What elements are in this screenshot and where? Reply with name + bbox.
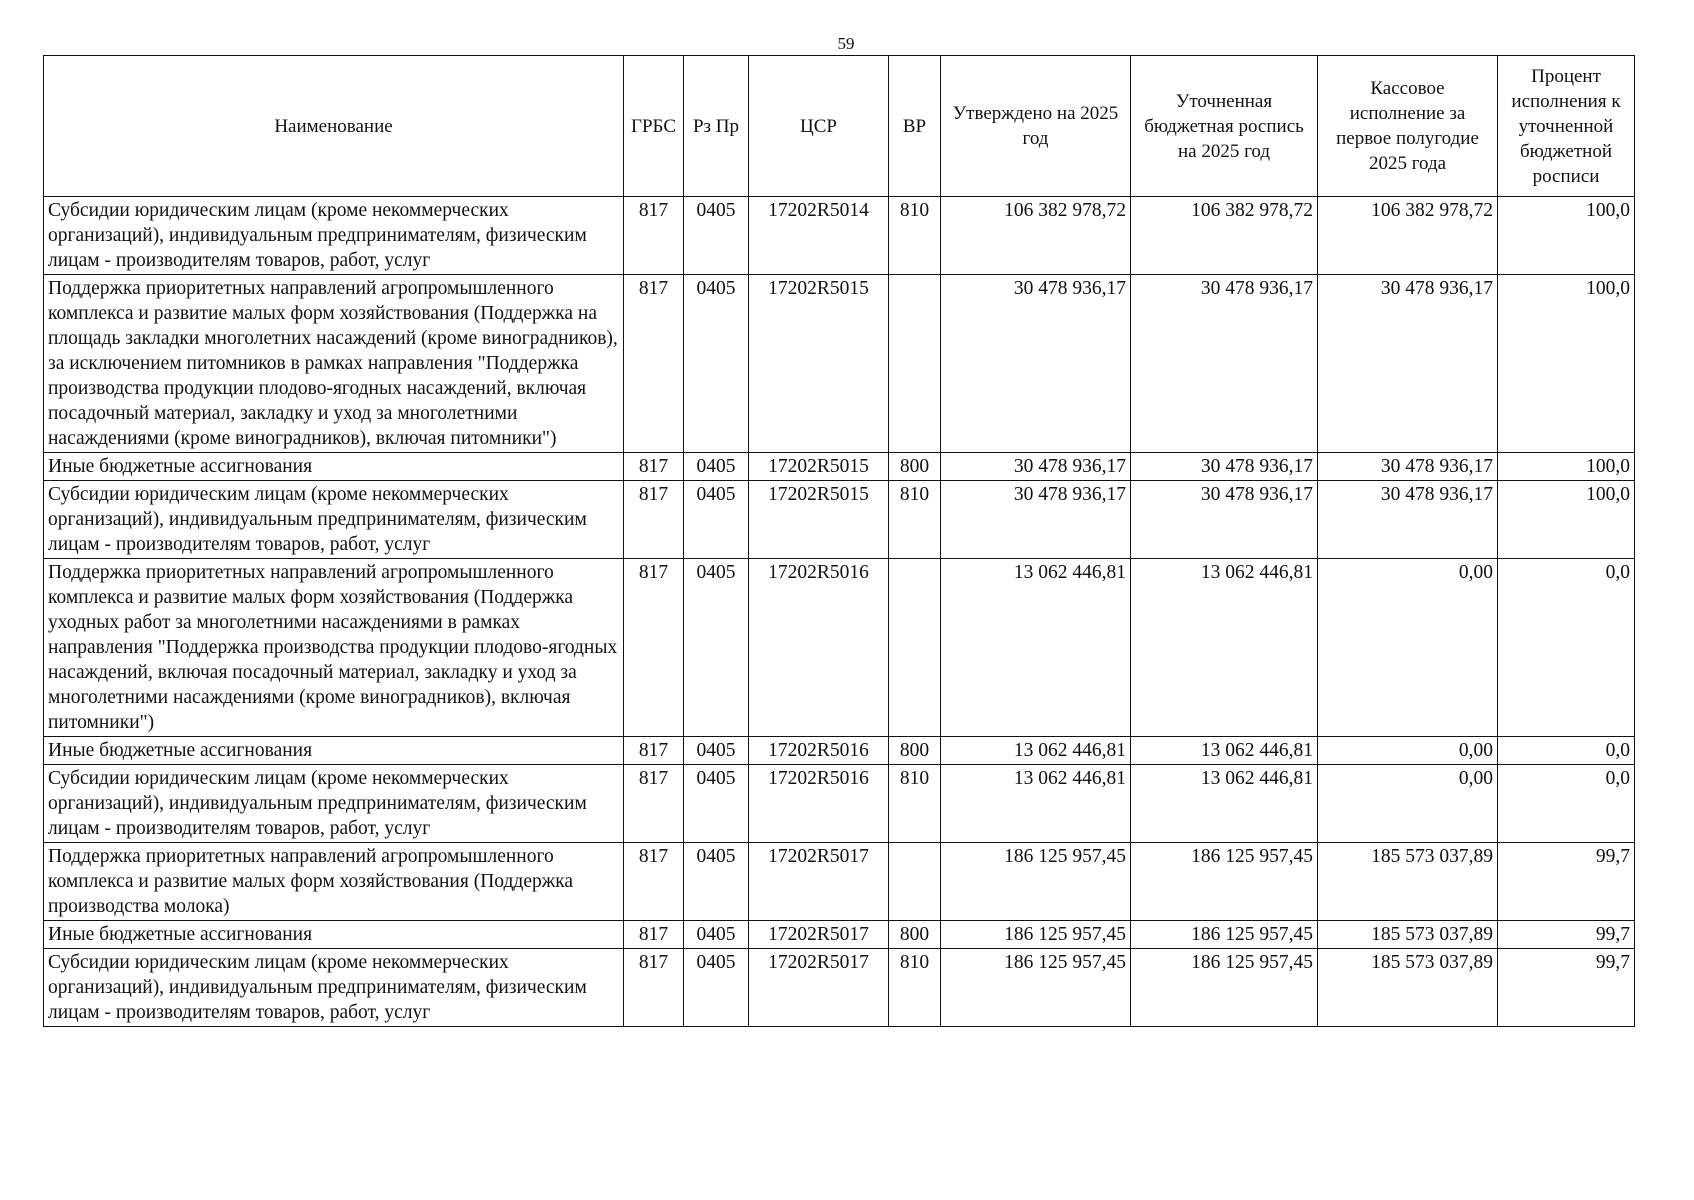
cell-vr [889,275,941,453]
table-header [44,56,1635,197]
cell-percent: 100,0 [1498,197,1635,275]
cell-grbs: 817 [624,481,684,559]
cell-refined: 13 062 446,81 [1131,765,1318,843]
cell-vr: 800 [889,453,941,481]
cell-grbs: 817 [624,559,684,737]
cell-name: Иные бюджетные ассигнования [44,453,624,481]
cell-refined: 30 478 936,17 [1131,275,1318,453]
cell-grbs: 817 [624,275,684,453]
cell-name: Поддержка приоритетных направлений агропромышленного комплекса и развитие малых форм хозяйствования (Поддержка уходных работ за многолетними насаждениями в рамках направления "Поддержка производства продукции плодово-ягодных насаждений, включая посадочный материал, закладку и уход за многолетними насаждениями (кроме виноградников), включая питомники") [44,559,624,737]
cell-executed: 30 478 936,17 [1318,453,1498,481]
cell-refined: 30 478 936,17 [1131,481,1318,559]
cell-vr: 800 [889,921,941,949]
cell-percent: 100,0 [1498,481,1635,559]
cell-percent: 100,0 [1498,275,1635,453]
cell-rzpr: 0405 [684,197,749,275]
table-row [44,453,1635,481]
cell-executed: 185 573 037,89 [1318,843,1498,921]
cell-percent: 99,7 [1498,949,1635,1027]
table-row [44,559,1635,737]
cell-approved: 30 478 936,17 [941,481,1131,559]
col-header-grbs: ГРБС [624,56,684,197]
cell-rzpr: 0405 [684,275,749,453]
cell-name: Поддержка приоритетных направлений агропромышленного комплекса и развитие малых форм хозяйствования (Поддержка производства молока) [44,843,624,921]
cell-csr: 17202R5016 [749,737,889,765]
cell-grbs: 817 [624,949,684,1027]
cell-vr: 810 [889,197,941,275]
table-row [44,737,1635,765]
cell-grbs: 817 [624,197,684,275]
cell-name: Субсидии юридическим лицам (кроме некоммерческих организаций), индивидуальным предпринимателям, физическим лицам - производителям товаров, работ, услуг [44,949,624,1027]
col-header-name: Наименование [44,56,624,197]
cell-approved: 186 125 957,45 [941,843,1131,921]
cell-csr: 17202R5016 [749,765,889,843]
table-row [44,921,1635,949]
cell-grbs: 817 [624,765,684,843]
cell-vr: 810 [889,765,941,843]
cell-grbs: 817 [624,453,684,481]
cell-name: Субсидии юридическим лицам (кроме некоммерческих организаций), индивидуальным предпринимателям, физическим лицам - производителям товаров, работ, услуг [44,765,624,843]
cell-csr: 17202R5015 [749,275,889,453]
cell-approved: 30 478 936,17 [941,453,1131,481]
cell-vr [889,559,941,737]
cell-vr [889,843,941,921]
cell-refined: 106 382 978,72 [1131,197,1318,275]
col-header-approved: Утверждено на 2025 год [941,56,1131,197]
col-header-executed: Кассовое исполнение за первое полугодие 2025 года [1318,56,1498,197]
cell-percent: 99,7 [1498,921,1635,949]
cell-csr: 17202R5017 [749,921,889,949]
cell-rzpr: 0405 [684,481,749,559]
cell-rzpr: 0405 [684,921,749,949]
col-header-percent: Процент исполнения к уточненной бюджетной росписи [1498,56,1635,197]
cell-vr: 800 [889,737,941,765]
cell-csr: 17202R5017 [749,949,889,1027]
table-body [44,197,1635,1027]
cell-executed: 30 478 936,17 [1318,275,1498,453]
cell-name: Иные бюджетные ассигнования [44,737,624,765]
page-number: 59 [837,34,855,53]
cell-approved: 13 062 446,81 [941,559,1131,737]
cell-rzpr: 0405 [684,843,749,921]
table-row [44,765,1635,843]
cell-refined: 186 125 957,45 [1131,921,1318,949]
cell-csr: 17202R5015 [749,481,889,559]
cell-executed: 185 573 037,89 [1318,949,1498,1027]
cell-refined: 13 062 446,81 [1131,559,1318,737]
cell-csr: 17202R5014 [749,197,889,275]
table-row [44,949,1635,1027]
table-row [44,481,1635,559]
cell-rzpr: 0405 [684,949,749,1027]
cell-approved: 13 062 446,81 [941,737,1131,765]
cell-rzpr: 0405 [684,453,749,481]
cell-refined: 186 125 957,45 [1131,843,1318,921]
cell-vr: 810 [889,949,941,1027]
budget-table [43,55,1635,1027]
cell-refined: 13 062 446,81 [1131,737,1318,765]
cell-percent: 0,0 [1498,765,1635,843]
cell-name: Поддержка приоритетных направлений агропромышленного комплекса и развитие малых форм хозяйствования (Поддержка на площадь закладки многолетних насаждений (кроме виноградников), за исключением питомников в рамках направления "Поддержка производства продукции плодово-ягодных насаждений, включая посадочный материал, закладку и уход за многолетними насаждениями (кроме виноградников), включая питомники") [44,275,624,453]
cell-executed: 185 573 037,89 [1318,921,1498,949]
header-row [44,56,1635,197]
cell-csr: 17202R5017 [749,843,889,921]
col-header-csr: ЦСР [749,56,889,197]
table-row [44,197,1635,275]
cell-refined: 30 478 936,17 [1131,453,1318,481]
col-header-refined: Уточненная бюджетная роспись на 2025 год [1131,56,1318,197]
cell-name: Иные бюджетные ассигнования [44,921,624,949]
cell-rzpr: 0405 [684,765,749,843]
cell-csr: 17202R5016 [749,559,889,737]
table-row [44,275,1635,453]
cell-executed: 106 382 978,72 [1318,197,1498,275]
cell-approved: 13 062 446,81 [941,765,1131,843]
cell-approved: 186 125 957,45 [941,921,1131,949]
cell-approved: 106 382 978,72 [941,197,1131,275]
cell-percent: 99,7 [1498,843,1635,921]
cell-rzpr: 0405 [684,559,749,737]
cell-approved: 186 125 957,45 [941,949,1131,1027]
cell-rzpr: 0405 [684,737,749,765]
cell-percent: 0,0 [1498,737,1635,765]
cell-executed: 0,00 [1318,737,1498,765]
cell-executed: 0,00 [1318,559,1498,737]
cell-name: Субсидии юридическим лицам (кроме некоммерческих организаций), индивидуальным предпринимателям, физическим лицам - производителям товаров, работ, услуг [44,197,624,275]
col-header-rzpr: Рз Пр [684,56,749,197]
col-header-vr: ВР [889,56,941,197]
cell-executed: 30 478 936,17 [1318,481,1498,559]
cell-name: Субсидии юридическим лицам (кроме некоммерческих организаций), индивидуальным предпринимателям, физическим лицам - производителям товаров, работ, услуг [44,481,624,559]
cell-percent: 100,0 [1498,453,1635,481]
cell-approved: 30 478 936,17 [941,275,1131,453]
cell-csr: 17202R5015 [749,453,889,481]
cell-grbs: 817 [624,737,684,765]
table-row [44,843,1635,921]
cell-executed: 0,00 [1318,765,1498,843]
cell-vr: 810 [889,481,941,559]
cell-percent: 0,0 [1498,559,1635,737]
cell-grbs: 817 [624,843,684,921]
cell-grbs: 817 [624,921,684,949]
cell-refined: 186 125 957,45 [1131,949,1318,1027]
